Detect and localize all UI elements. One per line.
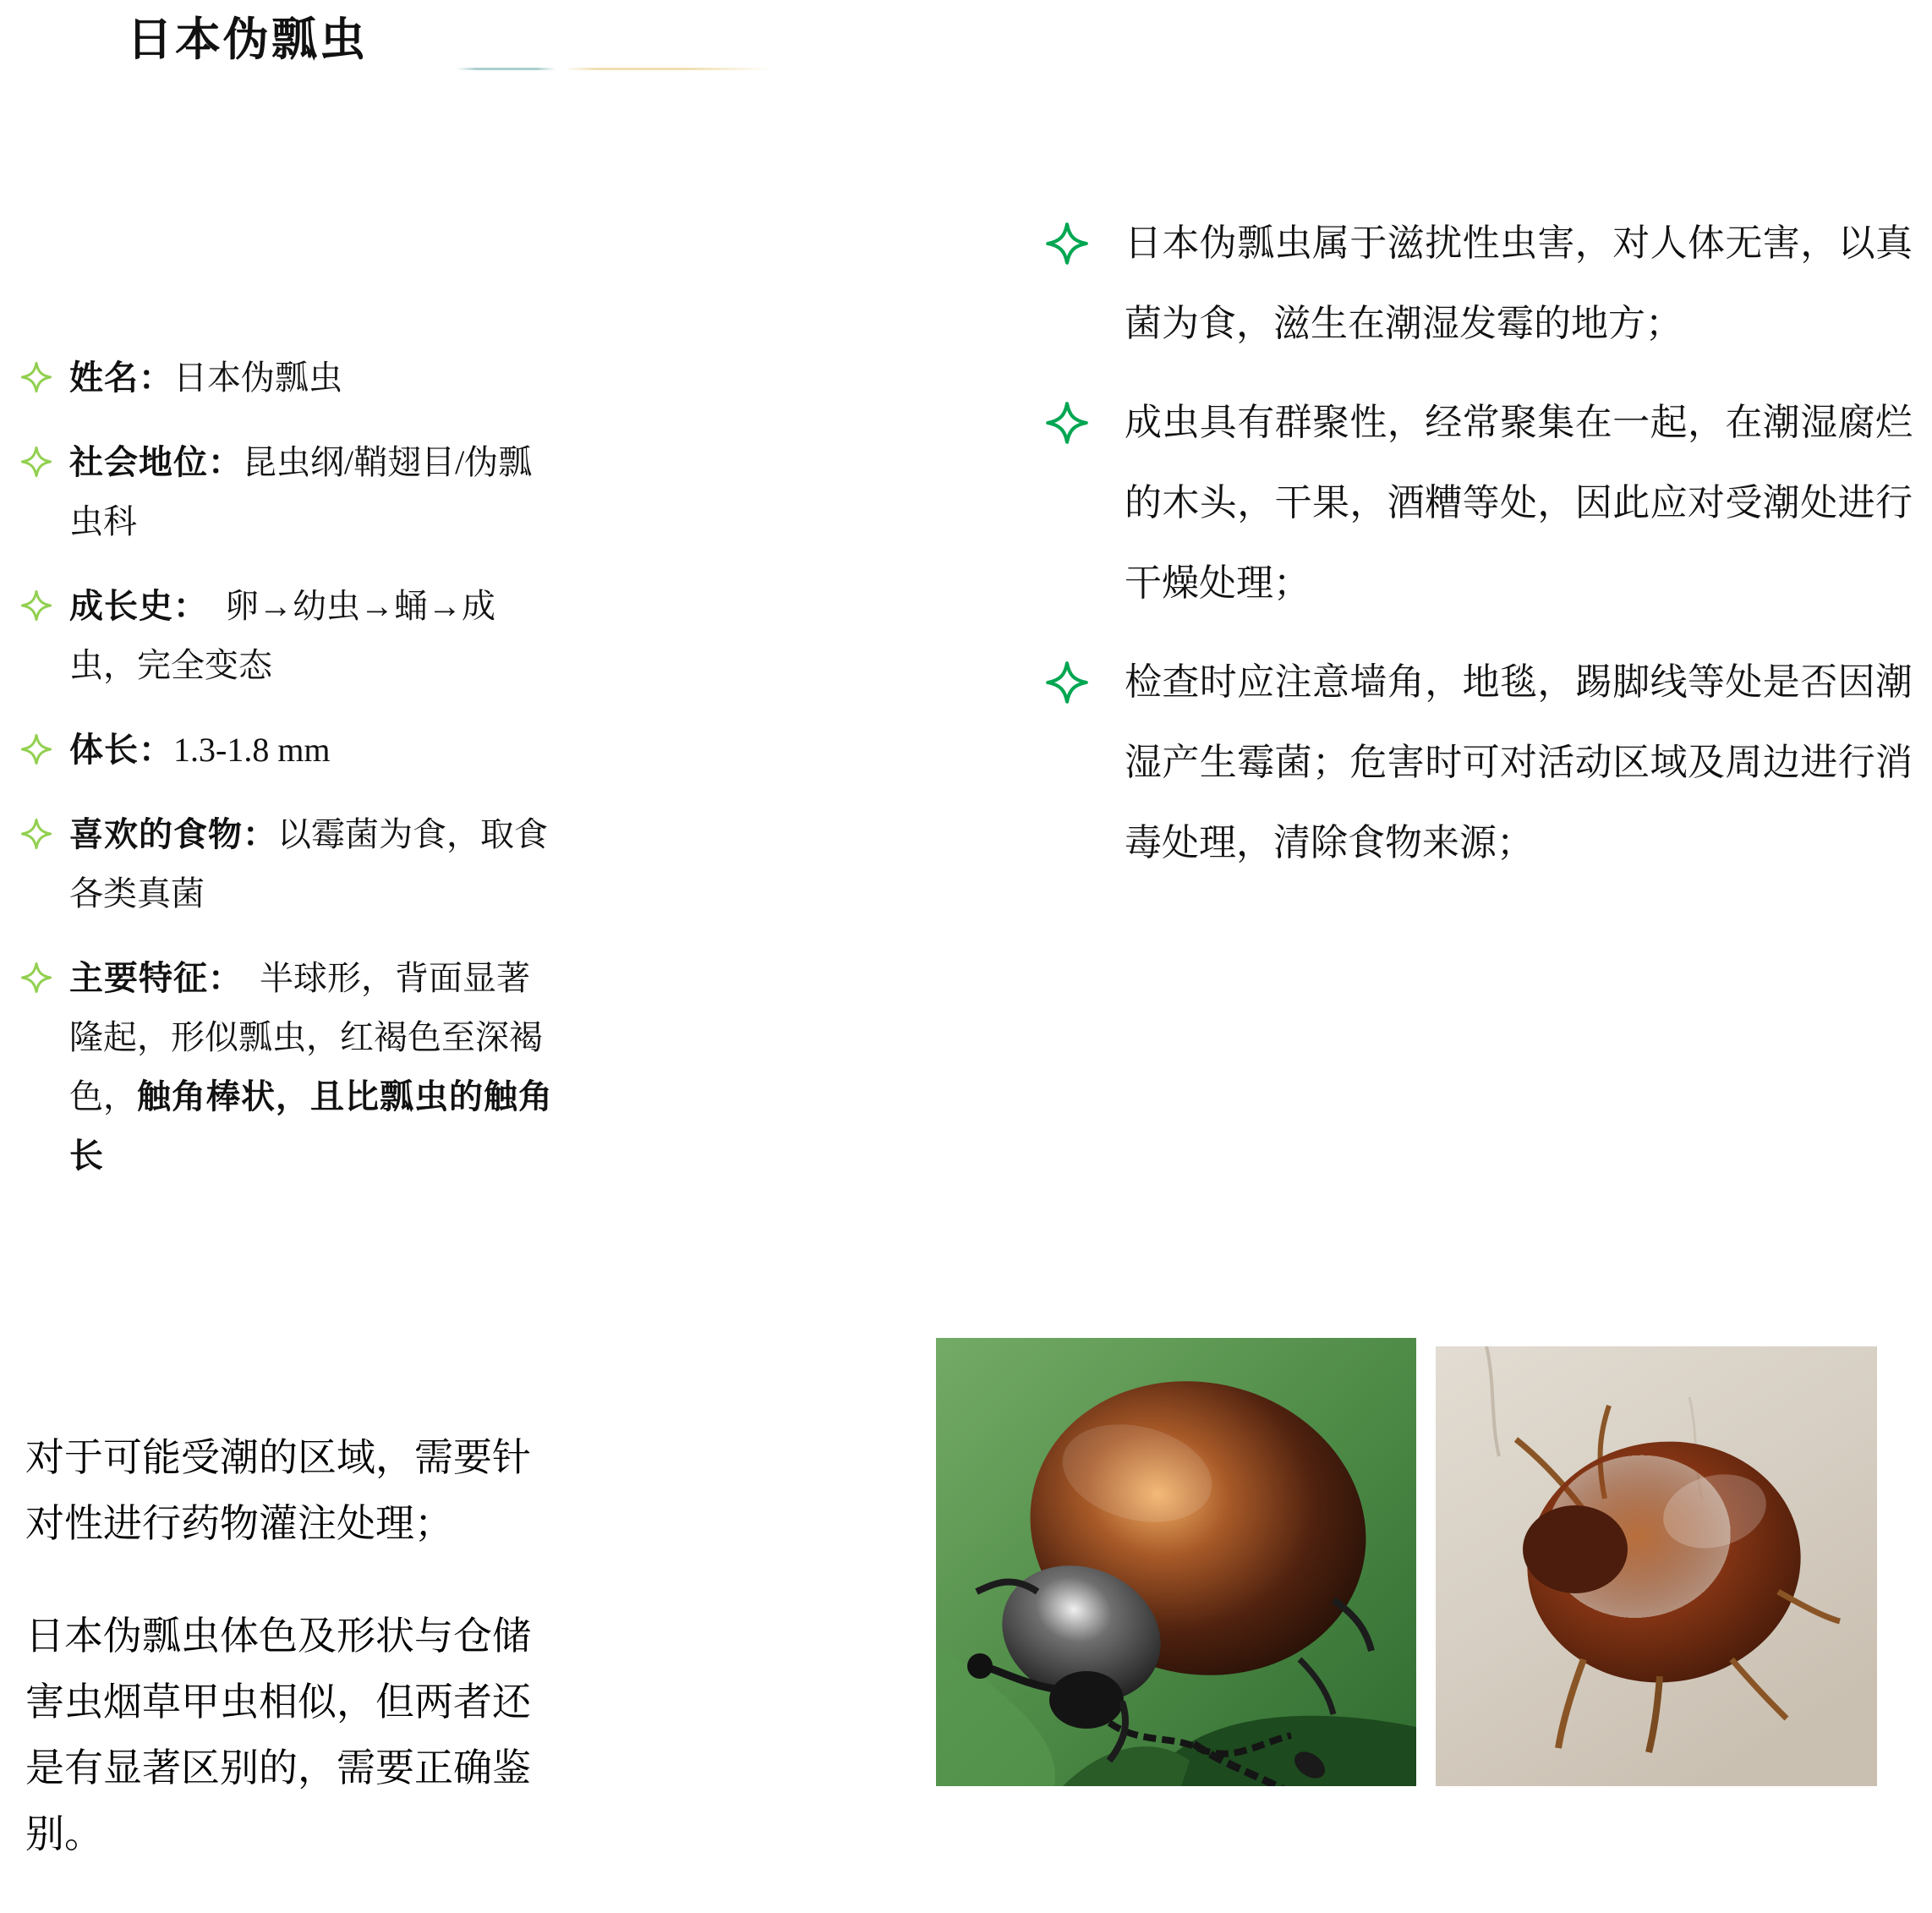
trait-value: 昆虫纲/鞘翅目/伪瓢虫科 bbox=[69, 443, 533, 540]
info-list bbox=[1045, 203, 1913, 902]
title-underline-cream bbox=[565, 68, 772, 70]
info-text: 成虫具有群聚性，经常聚集在一起，在潮湿腐烂的木头，干果，酒糟等处，因此应对受潮处进行干燥处理； bbox=[1125, 402, 1913, 604]
beetle-on-wall-photo bbox=[1436, 1346, 1877, 1786]
page-title: 日本伪瓢虫 bbox=[127, 14, 368, 65]
four-point-star-icon bbox=[1045, 203, 1125, 364]
list-item bbox=[20, 949, 553, 1186]
list-item bbox=[1045, 203, 1913, 364]
trait-text bbox=[69, 805, 553, 924]
trait-label: 体长： bbox=[69, 732, 173, 769]
four-point-star-icon bbox=[1045, 382, 1125, 623]
info-text: 日本伪瓢虫属于滋扰性虫害，对人体无害，以真菌为食，滋生在潮湿发霉的地方； bbox=[1125, 222, 1913, 344]
list-item bbox=[20, 348, 553, 408]
beetle-on-leaf-illustration bbox=[936, 1338, 1416, 1786]
notes-block bbox=[25, 1424, 556, 1913]
trait-text bbox=[69, 949, 553, 1186]
trait-value: 卵→幼虫→蛹→成虫，完全变态 bbox=[69, 587, 495, 684]
list-item bbox=[1045, 382, 1913, 623]
four-point-star-icon bbox=[20, 433, 69, 551]
trait-value: 1.3-1.8 mm bbox=[173, 731, 331, 769]
list-item bbox=[20, 805, 553, 924]
note-paragraph: 日本伪瓢虫体色及形状与仓储害虫烟草甲虫相似，但两者还是有显著区别的，需要正确鉴别。 bbox=[25, 1614, 531, 1855]
trait-text bbox=[69, 348, 553, 408]
trait-label: 喜欢的食物： bbox=[69, 816, 277, 853]
trait-label: 成长史： bbox=[69, 588, 191, 625]
trait-value: 日本伪瓢虫 bbox=[173, 359, 342, 397]
trait-value-bold: 触角棒状，且比瓢虫的触角长 bbox=[69, 1078, 553, 1175]
note-paragraph: 对于可能受潮的区域，需要针对性进行药物灌注处理； bbox=[25, 1435, 531, 1545]
trait-label: 社会地位： bbox=[69, 444, 243, 481]
four-point-star-icon bbox=[20, 348, 69, 408]
list-item bbox=[1045, 642, 1913, 883]
trait-text bbox=[69, 721, 553, 780]
info-text: 检查时应注意墙角，地毯，踢脚线等处是否因潮湿产生霉菌；危害时可对活动区域及周边进行消毒处理，清除食物来源； bbox=[1125, 661, 1913, 863]
trait-label: 主要特征： bbox=[69, 960, 226, 997]
trait-text bbox=[69, 433, 553, 551]
four-point-star-icon bbox=[20, 577, 69, 695]
trait-value: 以霉菌为食，取食各类真菌 bbox=[69, 815, 548, 913]
beetle-on-wall-illustration bbox=[1436, 1346, 1877, 1786]
list-item bbox=[20, 577, 553, 695]
list-item bbox=[20, 433, 553, 551]
trait-text bbox=[69, 577, 553, 695]
four-point-star-icon bbox=[20, 721, 69, 780]
trait-value: 半球形，背面显著隆起，形似瓢虫，红褐色至深褐色， bbox=[69, 959, 543, 1115]
trait-list bbox=[20, 348, 553, 1211]
list-item bbox=[20, 721, 553, 780]
title-underline-teal bbox=[457, 68, 556, 70]
beetle-on-leaf-photo bbox=[936, 1338, 1416, 1786]
trait-label: 姓名： bbox=[69, 359, 173, 397]
four-point-star-icon bbox=[1045, 642, 1125, 883]
four-point-star-icon bbox=[20, 805, 69, 924]
four-point-star-icon bbox=[20, 949, 69, 1186]
